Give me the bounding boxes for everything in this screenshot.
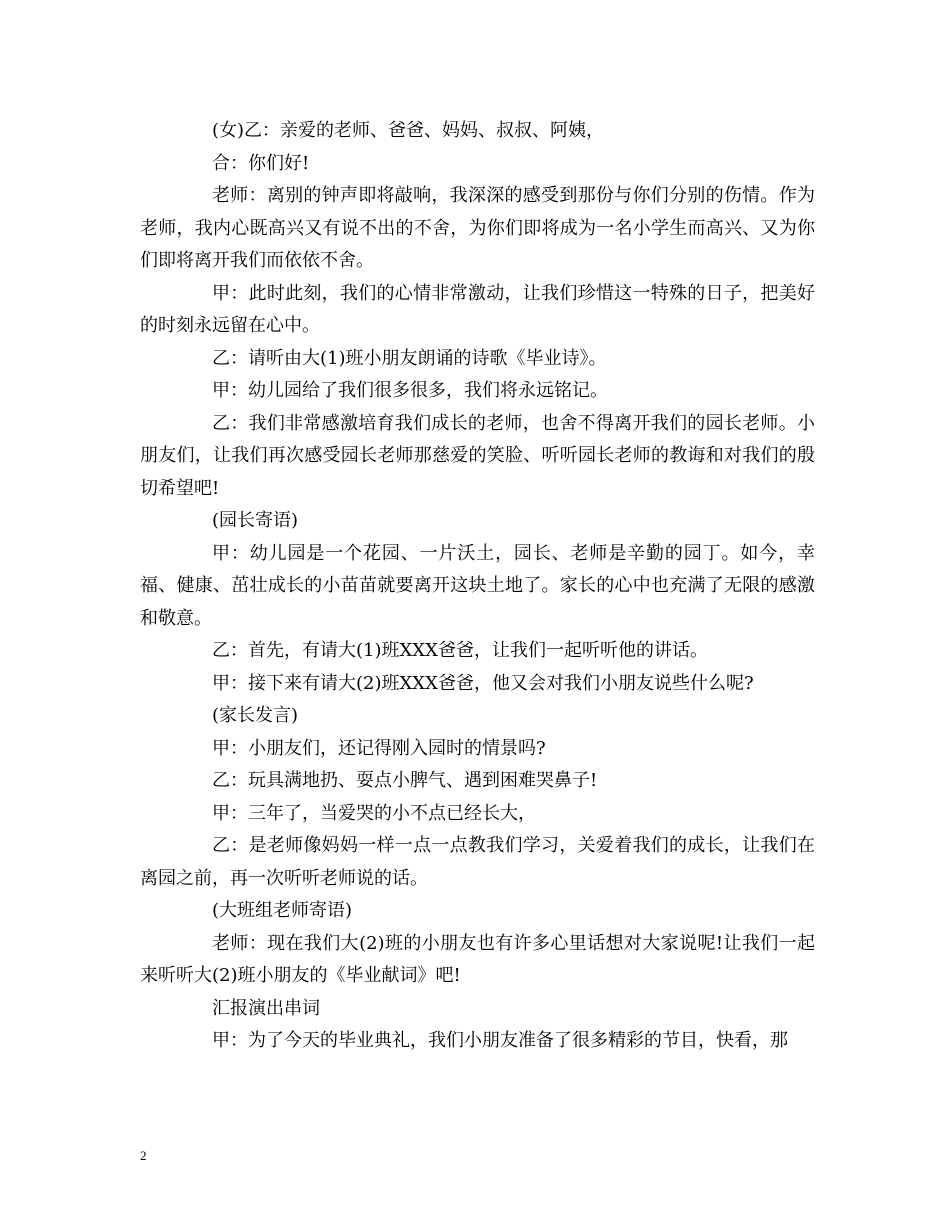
paragraph: 乙：我们非常感激培育我们成长的老师，也舍不得离开我们的园长老师。小朋友们，让我们再次感受园长老师那慈爱的笑脸、听听园长老师的教诲和对我们的殷切希望吧! — [140, 412, 815, 499]
paragraph: 甲：三年了，当爱哭的小不点已经长大， — [212, 802, 536, 824]
paragraph: 甲：幼儿园是一个花园、一片沃土，园长、老师是辛勤的园丁。如今，幸福、健康、茁壮成长的小苗苗就要离开这块土地了。家长的心中也充满了无限的感激和敬意。 — [140, 542, 815, 629]
paragraph: 合：你们好! — [212, 152, 310, 174]
paragraph: 汇报演出串词 — [212, 997, 320, 1019]
document-body — [140, 115, 815, 1058]
paragraph: 乙：是老师像妈妈一样一点一点教我们学习，关爱着我们的成长，让我们在离园之前，再一次听听老师说的话。 — [140, 835, 815, 889]
paragraph: 甲：幼儿园给了我们很多很多，我们将永远铭记。 — [212, 380, 608, 401]
paragraph: (女)乙：亲爱的老师、爸爸、妈妈、叔叔、阿姨， — [212, 120, 605, 141]
paragraph: 甲：此时此刻，我们的心情非常激动，让我们珍惜这一特殊的日子，把美好的时刻永远留在心中。 — [140, 282, 815, 336]
paragraph: (家长发言) — [212, 705, 299, 726]
paragraph: 乙：玩具满地扔、耍点小脾气、遇到困难哭鼻子! — [212, 770, 598, 791]
paragraph: 甲：为了今天的毕业典礼，我们小朋友准备了很多精彩的节目，快看，那 — [212, 1030, 788, 1051]
paragraph: (园长寄语) — [212, 510, 299, 531]
paragraph: 甲：接下来有请大(2)班XXX爸爸，他又会对我们小朋友说些什么呢? — [212, 672, 754, 694]
paragraph: 甲：小朋友们，还记得刚入园时的情景吗? — [212, 737, 546, 759]
paragraph: 乙：请听由大(1)班小朋友朗诵的诗歌《毕业诗》。 — [212, 347, 607, 369]
paragraph: (大班组老师寄语) — [212, 900, 353, 921]
paragraph: 乙：首先，有请大(1)班XXX爸爸，让我们一起听听他的讲话。 — [212, 640, 708, 661]
paragraph: 老师：离别的钟声即将敲响，我深深的感受到那份与你们分别的伤情。作为老师，我内心既高兴又有说不出的不舍，为你们即将成为一名小学生而高兴、又为你们即将离开我们而依依不舍。 — [140, 185, 815, 271]
paragraph: 老师：现在我们大(2)班的小朋友也有许多心里话想对大家说呢!让我们一起来听听大(2)班小朋友的《毕业献词》吧! — [140, 932, 815, 986]
page-number: 2 — [140, 1148, 147, 1163]
